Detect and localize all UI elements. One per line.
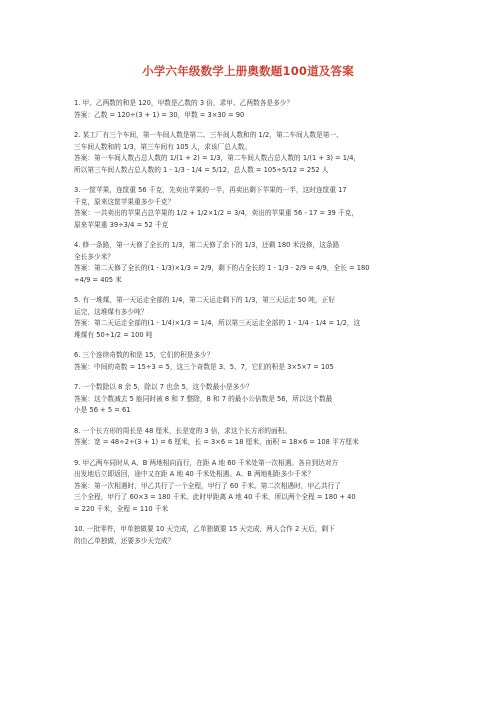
problem-item xyxy=(74,185,424,231)
question-line: 6. 三个连续奇数的和是 15，它们的积是多少？ xyxy=(74,351,214,359)
answer-line: 答案：这个数减去 5 能同时被 8 和 7 整除，8 和 7 的最小公倍数是 56，所以这个数最 xyxy=(74,394,333,403)
answer-line: 小是 56 + 5 = 61 xyxy=(74,406,131,414)
question-line: 7. 一个数除以 8 余 5，除以 7 也余 5，这个数最小是多少？ xyxy=(74,383,253,391)
answer-line: 答案：宽 = 48÷2÷(3 + 1) = 6 厘米，长 = 3×6 = 18 厘米，面积 = 18×6 = 108 平方厘米 xyxy=(74,438,359,446)
answer-line: 答案：第一车间人数占总人数的 1/(1 + 2) = 1/3，第二车间人数占总人数的 1/(1 + 3) = 1/4， xyxy=(74,154,361,162)
answer-line: 堆煤有 50÷1/2 = 100 吨 xyxy=(74,330,153,339)
question-line: 4. 修一条路，第一天修了全长的 1/3，第二天修了余下的 1/3，还剩 180 米没修，这条路 xyxy=(74,241,340,249)
question-line: 1. 甲、乙两数的和是 120，甲数是乙数的 3 倍，求甲、乙两数各是多少？ xyxy=(74,99,294,107)
answer-line: 答案：乙数 = 120÷(3 + 1) = 30，甲数 = 3×30 = 90 xyxy=(74,110,245,119)
answer-line: 答案：第二天修了全长的(1 - 1/3)×1/3 = 2/9，剩下的占全长的 1 - 1/3 - 2/9 = 4/9，全长 = 180 xyxy=(74,264,370,272)
answer-line: 答案：第一次相遇时，甲乙共行了一个全程，甲行了 60 千米。第二次相遇时，甲乙共行了 xyxy=(74,481,341,490)
answer-line: = 220 千米，全程 = 110 千米 xyxy=(74,504,169,513)
problem-item xyxy=(74,524,424,547)
page-title: 小学六年级数学上册奥数题100道及答案 xyxy=(142,64,354,78)
problem-item xyxy=(74,240,424,286)
question-line: 9. 甲乙两车同时从 A、B 两地相向而行，在距 A 地 60 千米处第一次相遇。各自到达对方 xyxy=(74,458,339,467)
question-line: 10. 一批零件，甲单独做要 10 天完成，乙单独做要 15 天完成，两人合作 2 天后，剩下 xyxy=(74,525,335,533)
problem-item xyxy=(74,458,424,516)
answer-line: 三个全程，甲行了 60×3 = 180 千米。此时甲距离 A 地 40 千米，所以两个全程 = 180 + 40 xyxy=(74,493,356,501)
question-line: 千克，原来这筐苹果重多少千克？ xyxy=(74,197,175,206)
problem-item xyxy=(74,382,424,417)
answer-line: 答案：第二天运走全部的(1 - 1/4)×1/3 = 1/4，所以第三天运走全部的 1 - 1/4 - 1/4 = 1/2，这 xyxy=(74,319,361,327)
problem-item xyxy=(74,98,424,121)
answer-line: 答案：一共卖出的苹果占总苹果的 1/2 + 1/2×1/2 = 3/4，卖出的苹果重 56 - 17 = 39 千克， xyxy=(74,209,358,217)
problem-item xyxy=(74,426,424,449)
answer-line: 原来苹果重 39÷3/4 = 52 千克 xyxy=(74,220,169,229)
question-line: 8. 一个长方形的周长是 48 厘米，长是宽的 3 倍，求这个长方形的面积。 xyxy=(74,426,292,435)
question-line: 的由乙单独做，还要多少天完成？ xyxy=(74,536,175,545)
answer-line: 所以第三车间人数占总人数的 1 - 1/3 - 1/4 = 5/12，总人数 = 105÷5/12 = 252 人 xyxy=(74,165,329,174)
answer-line: ÷4/9 = 405 米 xyxy=(74,275,122,284)
question-line: 5. 有一堆煤，第一天运走全部的 1/4，第二天运走剩下的 1/3，第三天运走 50 吨，正好 xyxy=(74,296,336,304)
question-line: 2. 某工厂有三个车间，第一车间人数是第二、三车间人数和的 1/2，第二车间人数是第一、 xyxy=(74,131,343,139)
question-line: 全长多少米？ xyxy=(74,252,115,261)
question-line: 三车间人数和的 1/3，第三车间有 105 人，求该厂总人数。 xyxy=(74,142,252,151)
problem-item xyxy=(74,295,424,341)
problem-item xyxy=(74,130,424,176)
question-line: 出发地后立即返回，途中又在距 A 地 40 千米处相遇。A、B 两地相距多少千米？ xyxy=(74,470,315,478)
question-line: 3. 一筐苹果，连筐重 56 千克，先卖出苹果的一半，再卖出剩下苹果的一半，这时连筐重 17 xyxy=(74,186,347,194)
problem-item xyxy=(74,350,424,373)
problem-list xyxy=(74,98,424,556)
answer-line: 答案：中间的奇数 = 15÷3 = 5，这三个奇数是 3、5、7，它们的积是 3×5×7 = 105 xyxy=(74,362,334,371)
question-line: 运完，这堆煤有多少吨？ xyxy=(74,307,148,316)
